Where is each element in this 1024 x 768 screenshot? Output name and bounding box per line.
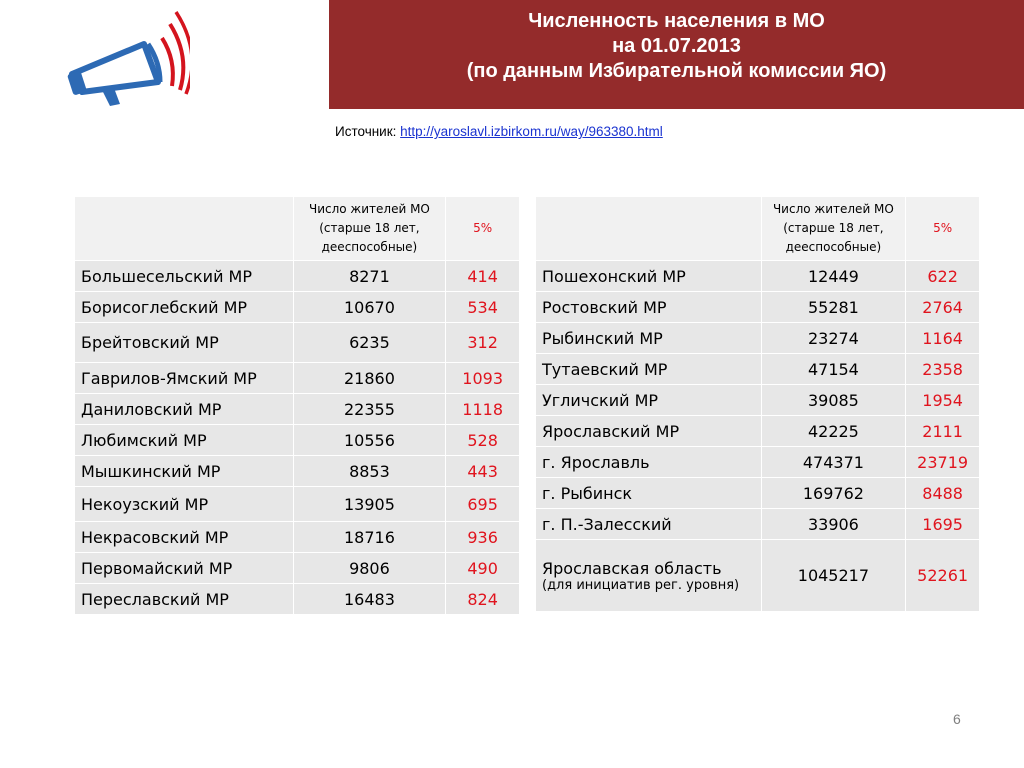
table-row [536, 354, 980, 385]
five-percent-cell: 312 [446, 323, 520, 363]
resident-count-cell: 47154 [761, 354, 906, 385]
municipality-name: Тутаевский МР [542, 359, 668, 379]
table-row [75, 363, 520, 394]
five-percent-cell: 2358 [906, 354, 980, 385]
municipality-name-cell [75, 456, 294, 487]
municipality-name: Некоузский МР [81, 494, 209, 514]
municipality-name-cell [536, 540, 762, 612]
resident-count-cell: 6235 [293, 323, 446, 363]
municipality-name: Большесельский МР [81, 266, 252, 286]
municipality-note: (для инициатив рег. уровня) [542, 577, 740, 593]
municipality-name-cell [75, 261, 294, 292]
municipality-name: Мышкинский МР [81, 461, 221, 481]
left-table-body [75, 261, 520, 615]
header-empty-cell [536, 197, 762, 261]
source-link[interactable]: http://yaroslavl.izbirkom.ru/way/963380.html [400, 124, 663, 139]
municipality-name-cell [75, 487, 294, 522]
table-row [536, 540, 980, 612]
resident-count-cell: 33906 [761, 509, 906, 540]
municipality-name: Ростовский МР [542, 297, 667, 317]
table-header-row [536, 197, 980, 261]
resident-count-cell: 21860 [293, 363, 446, 394]
five-percent-cell: 2111 [906, 416, 980, 447]
municipality-name: г. Рыбинск [542, 483, 633, 503]
resident-count-cell: 16483 [293, 584, 446, 615]
municipality-name: Даниловский МР [81, 399, 222, 419]
table-row [536, 323, 980, 354]
population-table-right [535, 196, 980, 612]
five-percent-cell: 528 [446, 425, 520, 456]
table-row [536, 385, 980, 416]
table-row [75, 584, 520, 615]
title-bar [329, 0, 1024, 109]
page-number: 6 [953, 711, 961, 727]
municipality-name-cell [75, 363, 294, 394]
population-table-left [74, 196, 520, 615]
municipality-name: Переславский МР [81, 589, 229, 609]
title-line-1: Численность населения в МО [528, 10, 825, 32]
table-row [536, 292, 980, 323]
municipality-name: Любимский МР [81, 430, 207, 450]
resident-count-cell: 39085 [761, 385, 906, 416]
right-table-body [536, 261, 980, 612]
municipality-name: Пошехонский МР [542, 266, 686, 286]
resident-count-cell: 1045217 [761, 540, 906, 612]
resident-count-cell: 18716 [293, 522, 446, 553]
municipality-name: Ярославский МР [542, 421, 680, 441]
municipality-name-cell [536, 509, 762, 540]
five-percent-cell: 490 [446, 553, 520, 584]
table-row [75, 553, 520, 584]
resident-count-cell: 10556 [293, 425, 446, 456]
table-row [536, 447, 980, 478]
municipality-name-cell [75, 553, 294, 584]
table-row [75, 292, 520, 323]
table-row [536, 478, 980, 509]
municipality-name: Угличский МР [542, 390, 659, 410]
header-pct-cell: 5% [446, 197, 520, 261]
five-percent-cell: 1695 [906, 509, 980, 540]
resident-count-cell: 8853 [293, 456, 446, 487]
municipality-name: Гаврилов-Ямский МР [81, 368, 257, 388]
municipality-name-cell [536, 354, 762, 385]
resident-count-cell: 9806 [293, 553, 446, 584]
resident-count-cell: 169762 [761, 478, 906, 509]
table-row [536, 509, 980, 540]
five-percent-cell: 1118 [446, 394, 520, 425]
resident-count-cell: 22355 [293, 394, 446, 425]
municipality-name-cell [75, 323, 294, 363]
resident-count-cell: 8271 [293, 261, 446, 292]
five-percent-cell: 2764 [906, 292, 980, 323]
municipality-name-cell [75, 425, 294, 456]
five-percent-cell: 52261 [906, 540, 980, 612]
five-percent-cell: 824 [446, 584, 520, 615]
table-row [75, 456, 520, 487]
title-line-2: на 01.07.2013 [612, 35, 741, 57]
table-row [75, 394, 520, 425]
table-row [75, 522, 520, 553]
five-percent-cell: 695 [446, 487, 520, 522]
municipality-name: г. Ярославль [542, 452, 650, 472]
municipality-name-cell [536, 416, 762, 447]
resident-count-cell: 10670 [293, 292, 446, 323]
municipality-name: Некрасовский МР [81, 527, 229, 547]
municipality-name-cell [536, 292, 762, 323]
table-row [536, 261, 980, 292]
five-percent-cell: 936 [446, 522, 520, 553]
table-header-row [75, 197, 520, 261]
header-pct-cell: 5% [906, 197, 980, 261]
header-count-cell: Число жителей МО (старше 18 лет, дееспособные) [761, 197, 906, 261]
municipality-name: Борисоглебский МР [81, 297, 248, 317]
five-percent-cell: 1093 [446, 363, 520, 394]
municipality-name-cell [75, 584, 294, 615]
megaphone-icon [62, 8, 190, 108]
table-row [536, 416, 980, 447]
municipality-name: Брейтовский МР [81, 333, 219, 352]
table-row [75, 487, 520, 522]
resident-count-cell: 13905 [293, 487, 446, 522]
municipality-name-cell [75, 292, 294, 323]
municipality-name-cell [75, 522, 294, 553]
source-line [335, 124, 663, 139]
municipality-name-cell [536, 261, 762, 292]
five-percent-cell: 23719 [906, 447, 980, 478]
resident-count-cell: 42225 [761, 416, 906, 447]
municipality-name-cell [75, 394, 294, 425]
table-row [75, 425, 520, 456]
resident-count-cell: 55281 [761, 292, 906, 323]
five-percent-cell: 8488 [906, 478, 980, 509]
five-percent-cell: 534 [446, 292, 520, 323]
resident-count-cell: 23274 [761, 323, 906, 354]
municipality-name-cell [536, 478, 762, 509]
table-row [75, 323, 520, 363]
municipality-name-cell [536, 323, 762, 354]
table-row [75, 261, 520, 292]
municipality-name: Ярославская область [542, 558, 722, 578]
header-empty-cell [75, 197, 294, 261]
five-percent-cell: 414 [446, 261, 520, 292]
source-label: Источник: [335, 124, 401, 139]
municipality-name-cell [536, 447, 762, 478]
municipality-name-cell [536, 385, 762, 416]
five-percent-cell: 1954 [906, 385, 980, 416]
municipality-name: Рыбинский МР [542, 328, 663, 348]
resident-count-cell: 474371 [761, 447, 906, 478]
municipality-name: Первомайский МР [81, 558, 233, 578]
municipality-name: г. П.-Залесский [542, 514, 672, 534]
five-percent-cell: 1164 [906, 323, 980, 354]
five-percent-cell: 622 [906, 261, 980, 292]
header-count-cell: Число жителей МО (старше 18 лет, дееспособные) [293, 197, 446, 261]
resident-count-cell: 12449 [761, 261, 906, 292]
five-percent-cell: 443 [446, 456, 520, 487]
title-line-3: (по данным Избирательной комиссии ЯО) [466, 60, 887, 82]
